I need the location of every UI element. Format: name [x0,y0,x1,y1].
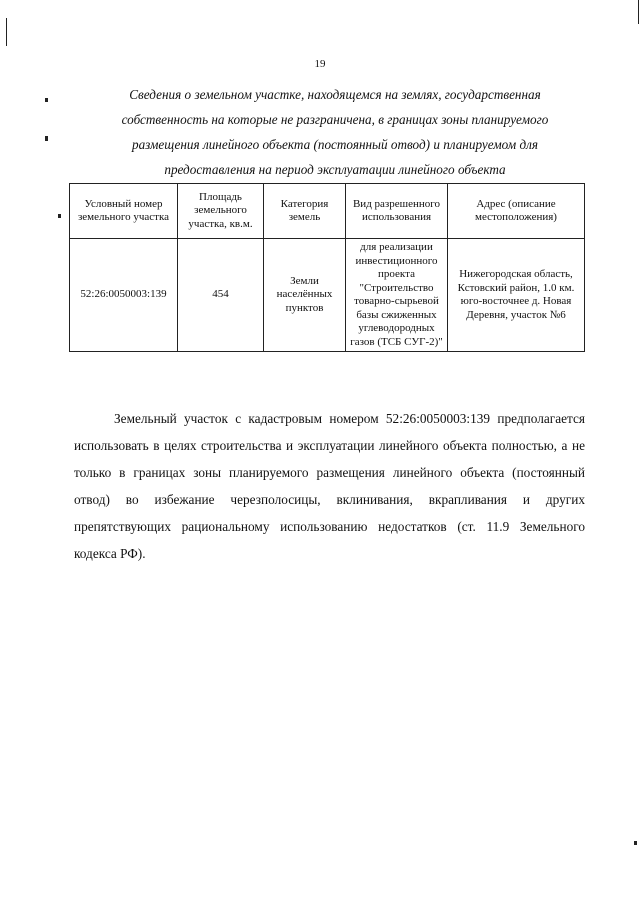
heading-line: размещения линейного объекта (постоянный отвод) и планируемом для [131,137,539,152]
land-parcel-table [69,183,585,352]
section-heading [75,82,595,182]
column-header-category: Категория земель [264,184,346,239]
scan-mark [638,0,639,24]
table-row [70,239,585,352]
table-header-row [70,184,585,239]
cell-number: 52:26:0050003:139 [70,239,178,352]
column-header-area: Площадь земельного участка, кв.м. [178,184,264,239]
page-number: 19 [314,58,326,70]
heading-line: предоставления на период эксплуатации линейного объекта [164,162,506,177]
scan-mark [45,98,48,102]
cell-category: Земли населённых пунктов [264,239,346,352]
scan-mark [6,18,7,46]
scan-mark [58,214,61,218]
column-header-address: Адрес (описание местоположения) [448,184,585,239]
heading-line: Сведения о земельном участке, находящемся на землях, государственная [129,87,541,102]
column-header-permitted-use: Вид разрешенного использования [346,184,448,239]
heading-line: собственность на которые не разграничена, в границах зоны планируемого [121,112,549,127]
scan-mark [45,136,48,141]
cell-permitted-use: для реализации инвестиционного проекта "Строительство товарно-сырьевой базы сжиженных углеводородных газов (ТСБ СУГ-2)" [346,239,448,352]
cell-address: Нижегородская область, Кстовский район, 1.0 км. юго-восточнее д. Новая Деревня, участок №6 [448,239,585,352]
column-header-number: Условный номер земельного участка [70,184,178,239]
cell-area: 454 [178,239,264,352]
scan-mark [634,841,637,845]
body-paragraph: Земельный участок с кадастровым номером 52:26:0050003:139 предполагается использовать в целях строительства и эксплуатации линейного объекта полностью, а не только в границах зоны планируемого размещения линейного объекта (постоянный отвод) во избежание черезполосицы, вклинивания, вкрапливания и других препятствующих рациональному использованию недостатков (ст. 11.9 Земельного кодекса РФ). [74,411,585,561]
body-text [74,405,585,567]
